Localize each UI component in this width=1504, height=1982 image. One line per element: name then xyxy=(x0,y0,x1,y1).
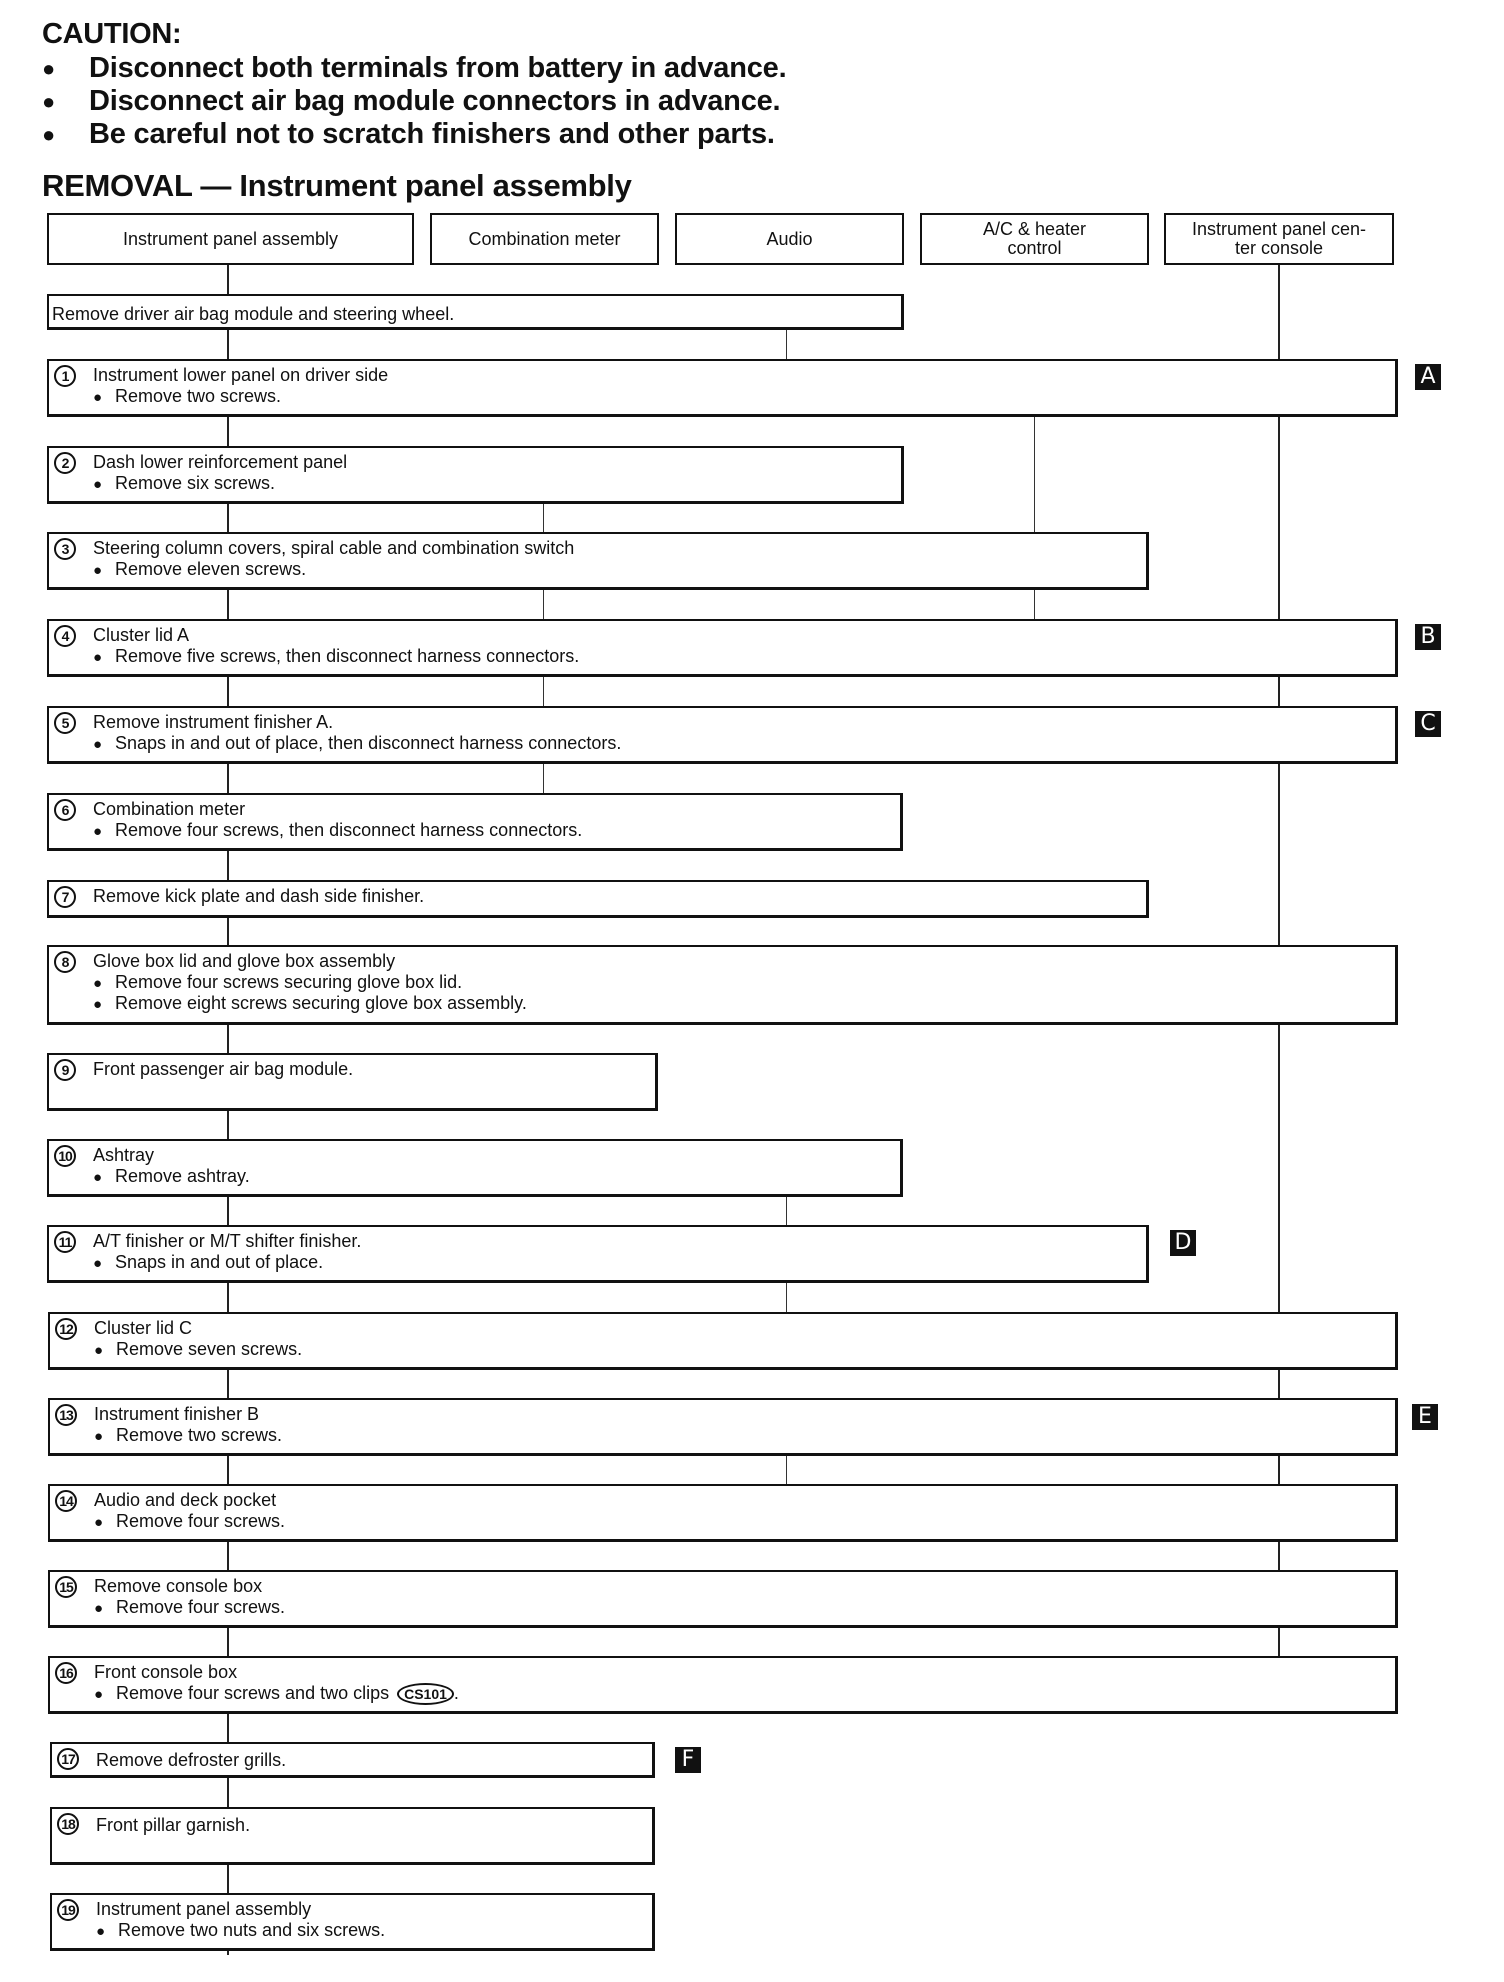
flow-line-audio xyxy=(786,1452,787,1484)
step-13: 13 Instrument finisher B ● Remove two screws. xyxy=(48,1398,1398,1456)
step-bullet: ● Remove two screws. xyxy=(94,1425,283,1445)
bullet-icon: ● xyxy=(96,1923,106,1940)
step-3: 3 Steering column covers, spiral cable and combination switch ● Remove eleven screws. xyxy=(47,532,1149,590)
bullet-icon: ● xyxy=(93,476,103,493)
bullet-icon: ● xyxy=(94,1686,104,1703)
bullet-icon: ● xyxy=(93,975,103,992)
flow-line-combination-meter xyxy=(543,762,544,794)
step-number-badge: 18 xyxy=(57,1813,79,1835)
step-10: 10 Ashtray ● Remove ashtray. xyxy=(47,1139,903,1197)
column-header-audio: Audio xyxy=(675,213,904,265)
column-header-combination-meter: Combination meter xyxy=(430,213,659,265)
pre-step-box: Remove driver air bag module and steering wheel. xyxy=(47,294,904,330)
step-number-badge: 6 xyxy=(54,799,76,821)
step-17: 17 Remove defroster grills. xyxy=(50,1742,655,1778)
step-bullet: ● Remove eight screws securing glove box assembly. xyxy=(93,993,527,1013)
step-8: 8 Glove box lid and glove box assembly ● Remove four screws securing glove box lid. ● Remove eight screws securing glove box assembly. xyxy=(47,945,1398,1025)
step-number-badge: 13 xyxy=(55,1404,77,1426)
flow-line-combination-meter xyxy=(543,675,544,707)
flow-line-audio xyxy=(786,1280,787,1312)
bullet-icon: ● xyxy=(93,996,103,1013)
step-number-badge: 3 xyxy=(54,538,76,560)
step-1: 1 Instrument lower panel on driver side ● Remove two screws. xyxy=(47,359,1398,417)
caution-title: CAUTION: xyxy=(42,18,182,50)
bullet-icon: ● xyxy=(93,389,103,406)
step-bullet: ● Remove four screws. xyxy=(94,1597,286,1617)
step-4: 4 Cluster lid A ● Remove five screws, then disconnect harness connectors. xyxy=(47,619,1398,677)
step-number-badge: 17 xyxy=(57,1748,79,1770)
step-bullet: ● Snaps in and out of place. xyxy=(93,1252,324,1272)
flow-line-combination-meter xyxy=(543,588,544,620)
bullet-icon: ● xyxy=(42,56,56,81)
step-bullet: ● Remove four screws securing glove box lid. xyxy=(93,972,463,992)
reference-tag-a: A xyxy=(1415,364,1441,390)
reference-tag-d: D xyxy=(1170,1230,1196,1256)
flow-line-combination-meter xyxy=(543,500,544,532)
bullet-icon: ● xyxy=(94,1428,104,1445)
clip-reference-code: CS101 xyxy=(397,1683,454,1705)
step-11: 11 A/T finisher or M/T shifter finisher. ● Snaps in and out of place. xyxy=(47,1225,1149,1283)
column-header-center-console: Instrument panel cen- ter console xyxy=(1164,213,1394,265)
step-number-badge: 2 xyxy=(54,452,76,474)
step-12: 12 Cluster lid C ● Remove seven screws. xyxy=(48,1312,1398,1370)
step-bullet: ● Snaps in and out of place, then disconnect harness connectors. xyxy=(93,733,622,753)
step-bullet: ● Remove six screws. xyxy=(93,473,276,493)
step-number-badge: 8 xyxy=(54,951,76,973)
step-2: 2 Dash lower reinforcement panel ● Remove six screws. xyxy=(47,446,904,504)
step-number-badge: 4 xyxy=(54,625,76,647)
reference-tag-b: B xyxy=(1415,624,1441,650)
step-bullet: ● Remove eleven screws. xyxy=(93,559,307,579)
flow-line-audio xyxy=(786,1193,787,1225)
step-bullet: ● Remove ashtray. xyxy=(93,1166,250,1186)
bullet-icon: ● xyxy=(42,89,56,114)
flow-line-ac-heater xyxy=(1034,588,1035,620)
step-bullet: ● Remove two nuts and six screws. xyxy=(96,1920,386,1940)
section-title: REMOVAL — Instrument panel assembly xyxy=(42,168,632,203)
caution-item: ● Be careful not to scratch finishers and other parts. xyxy=(42,118,775,150)
step-6: 6 Combination meter ● Remove four screws, then disconnect harness connectors. xyxy=(47,793,903,851)
flow-line-audio xyxy=(786,329,787,359)
step-number-badge: 19 xyxy=(57,1899,79,1921)
step-number-badge: 7 xyxy=(54,886,76,908)
bullet-icon: ● xyxy=(94,1600,104,1617)
step-bullet: ● Remove four screws. xyxy=(94,1511,286,1531)
step-14: 14 Audio and deck pocket ● Remove four screws. xyxy=(48,1484,1398,1542)
step-bullet: ● Remove two screws. xyxy=(93,386,282,406)
caution-list xyxy=(42,52,786,151)
reference-tag-c: C xyxy=(1415,711,1441,737)
step-16: 16 Front console box ● Remove four screws and two clips CS101 . xyxy=(48,1656,1398,1714)
step-19: 19 Instrument panel assembly ● Remove two nuts and six screws. xyxy=(50,1893,655,1951)
bullet-icon: ● xyxy=(93,1255,103,1272)
step-bullet: ● Remove four screws and two clips CS101 . xyxy=(94,1683,459,1703)
step-number-badge: 1 xyxy=(54,365,76,387)
step-bullet: ● Remove four screws, then disconnect harness connectors. xyxy=(93,820,583,840)
step-number-badge: 9 xyxy=(54,1059,76,1081)
step-7: 7 Remove kick plate and dash side finisher. xyxy=(47,880,1149,918)
bullet-icon: ● xyxy=(93,649,103,666)
bullet-icon: ● xyxy=(94,1514,104,1531)
bullet-icon: ● xyxy=(93,562,103,579)
reference-tag-f: F xyxy=(675,1747,701,1773)
reference-tag-e: E xyxy=(1412,1404,1438,1430)
bullet-icon: ● xyxy=(42,122,56,147)
step-number-badge: 5 xyxy=(54,712,76,734)
step-5: 5 Remove instrument finisher A. ● Snaps in and out of place, then disconnect harness connectors. xyxy=(47,706,1398,764)
step-number-badge: 12 xyxy=(55,1318,77,1340)
caution-item: ● Disconnect air bag module connectors in advance. xyxy=(42,85,781,117)
bullet-icon: ● xyxy=(93,1169,103,1186)
step-number-badge: 16 xyxy=(55,1662,77,1684)
bullet-icon: ● xyxy=(94,1342,104,1359)
column-header-instrument-panel-assembly: Instrument panel assembly xyxy=(47,213,414,265)
step-number-badge: 14 xyxy=(55,1490,77,1512)
flow-line-ac-heater xyxy=(1034,416,1035,532)
step-15: 15 Remove console box ● Remove four screws. xyxy=(48,1570,1398,1628)
bullet-icon: ● xyxy=(93,736,103,753)
column-header-ac-heater-control: A/C & heater control xyxy=(920,213,1149,265)
step-9: 9 Front passenger air bag module. xyxy=(47,1053,658,1111)
step-bullet: ● Remove seven screws. xyxy=(94,1339,303,1359)
step-number-badge: 15 xyxy=(55,1576,77,1598)
step-number-badge: 11 xyxy=(54,1231,76,1253)
step-18: 18 Front pillar garnish. xyxy=(50,1807,655,1865)
step-number-badge: 10 xyxy=(54,1145,76,1167)
bullet-icon: ● xyxy=(93,823,103,840)
caution-item: ● Disconnect both terminals from battery in advance. xyxy=(42,52,787,84)
step-bullet: ● Remove five screws, then disconnect harness connectors. xyxy=(93,646,580,666)
